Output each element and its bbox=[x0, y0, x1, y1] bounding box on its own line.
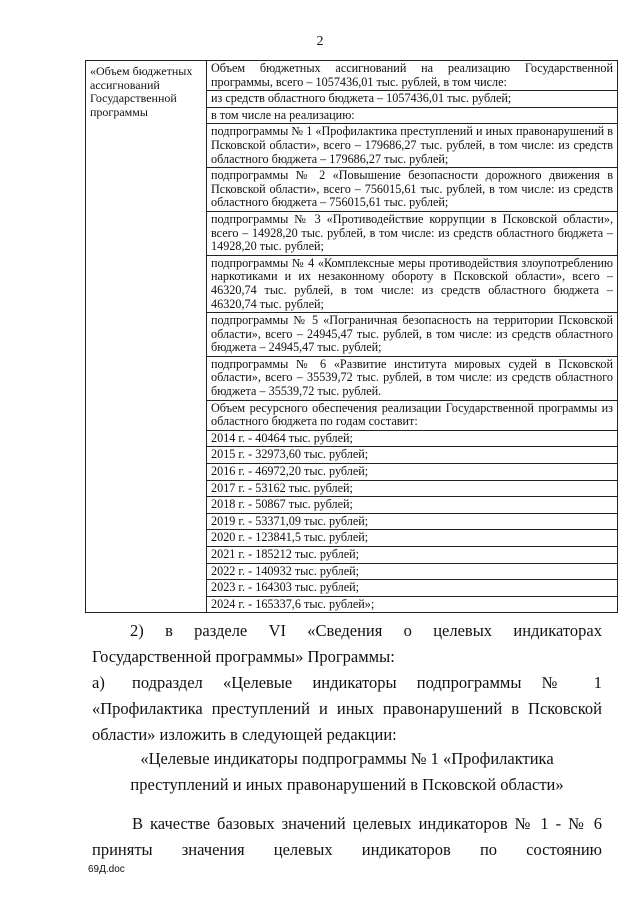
table-cell-line: подпрограммы № 6 «Развитие института мировых судей в Псковской области», всего – 35539,72 тыс. рублей, в том числе: из средств областного бюджета – 35539,72 тыс. рублей. bbox=[207, 357, 617, 401]
resource-table bbox=[85, 60, 618, 613]
table-cell-line: подпрограммы № 3 «Противодействие коррупции в Псковской области», всего – 14928,20 тыс. рублей, в том числе: из средств областного бюджета – 14928,20 тыс. рублей; bbox=[207, 212, 617, 256]
file-name-footer: 69Д.doc bbox=[88, 864, 125, 875]
table-cell-line: подпрограммы № 2 «Повышение безопасности дорожного движения в Псковской области», всего – 756015,61 тыс. рублей, в том числе: из средств областного бюджета – 756015,61 тыс. рублей; bbox=[207, 168, 617, 212]
indicators-heading: «Целевые индикаторы подпрограммы № 1 «Профилактика преступлений и иных правонарушений в Псковской области» bbox=[130, 749, 564, 794]
table-right-cell bbox=[207, 61, 618, 613]
paragraph-base-values: В качестве базовых значений целевых индикаторов № 1 - № 6 приняты значения целевых индикаторов по состоянию bbox=[92, 814, 602, 859]
paragraph-a-marker: а) bbox=[92, 673, 105, 692]
left-label: «Объем бюджетных ассигнований Государственной программы bbox=[90, 64, 193, 119]
table-cell-line: 2014 г. - 40464 тыс. рублей; bbox=[207, 431, 617, 448]
table-cell-line: подпрограммы № 4 «Комплексные меры противодействия злоупотреблению наркотиками и их незаконному обороту в Псковской области», всего – 46320,74 тыс. рублей, в том числе: из средств областного бюджета – 46320,74 тыс. рублей; bbox=[207, 256, 617, 313]
table-cell-line: подпрограммы № 1 «Профилактика преступлений и иных правонарушений в Псковской области», всего – 179686,27 тыс. рублей, в том числе: из средств областного бюджета – 179686,27 тыс. рублей; bbox=[207, 124, 617, 168]
right-cell-lines bbox=[207, 61, 617, 612]
page-number: 2 bbox=[316, 34, 324, 49]
table-cell-line: 2019 г. - 53371,09 тыс. рублей; bbox=[207, 514, 617, 531]
table-cell-line: 2023 г. - 164303 тыс. рублей; bbox=[207, 580, 617, 597]
table-cell-line: 2020 г. - 123841,5 тыс. рублей; bbox=[207, 530, 617, 547]
table-cell-line: в том числе на реализацию: bbox=[207, 108, 617, 125]
table-cell-line: подпрограммы № 5 «Пограничная безопасность на территории Псковской области», всего – 24945,47 тыс. рублей, в том числе: из средств областного бюджета – 24945,47 тыс. рублей; bbox=[207, 313, 617, 357]
table-cell-line: из средств областного бюджета – 1057436,01 тыс. рублей; bbox=[207, 91, 617, 108]
table-cell-line: 2016 г. - 46972,20 тыс. рублей; bbox=[207, 464, 617, 481]
table-cell-line: 2021 г. - 185212 тыс. рублей; bbox=[207, 547, 617, 564]
table-cell-line: Объем бюджетных ассигнований на реализацию Государственной программы, всего – 1057436,01 тыс. рублей, в том числе: bbox=[207, 61, 617, 91]
table-cell-line: 2024 г. - 165337,6 тыс. рублей»; bbox=[211, 596, 375, 611]
table-row bbox=[86, 61, 618, 613]
table-left-cell bbox=[86, 61, 207, 613]
table-cell-line: 2015 г. - 32973,60 тыс. рублей; bbox=[207, 447, 617, 464]
paragraph-subsection-a bbox=[92, 670, 602, 748]
table-cell-line: 2022 г. - 140932 тыс. рублей; bbox=[207, 564, 617, 581]
paragraph-section-vi: 2) в разделе VI «Сведения о целевых индикаторах Государственной программы» Программы: bbox=[92, 621, 602, 666]
table-cell-line: 2017 г. - 53162 тыс. рублей; bbox=[207, 481, 617, 498]
table-cell-line: Объем ресурсного обеспечения реализации Государственной программы из областного бюджета по годам составит: bbox=[207, 401, 617, 431]
paragraph-a-text: подраздел «Целевые индикаторы подпрограммы № 1 «Профилактика преступлений и иных правонарушений в Псковской области» изложить в следующей редакции: bbox=[92, 673, 602, 744]
table-cell-line: 2018 г. - 50867 тыс. рублей; bbox=[207, 497, 617, 514]
